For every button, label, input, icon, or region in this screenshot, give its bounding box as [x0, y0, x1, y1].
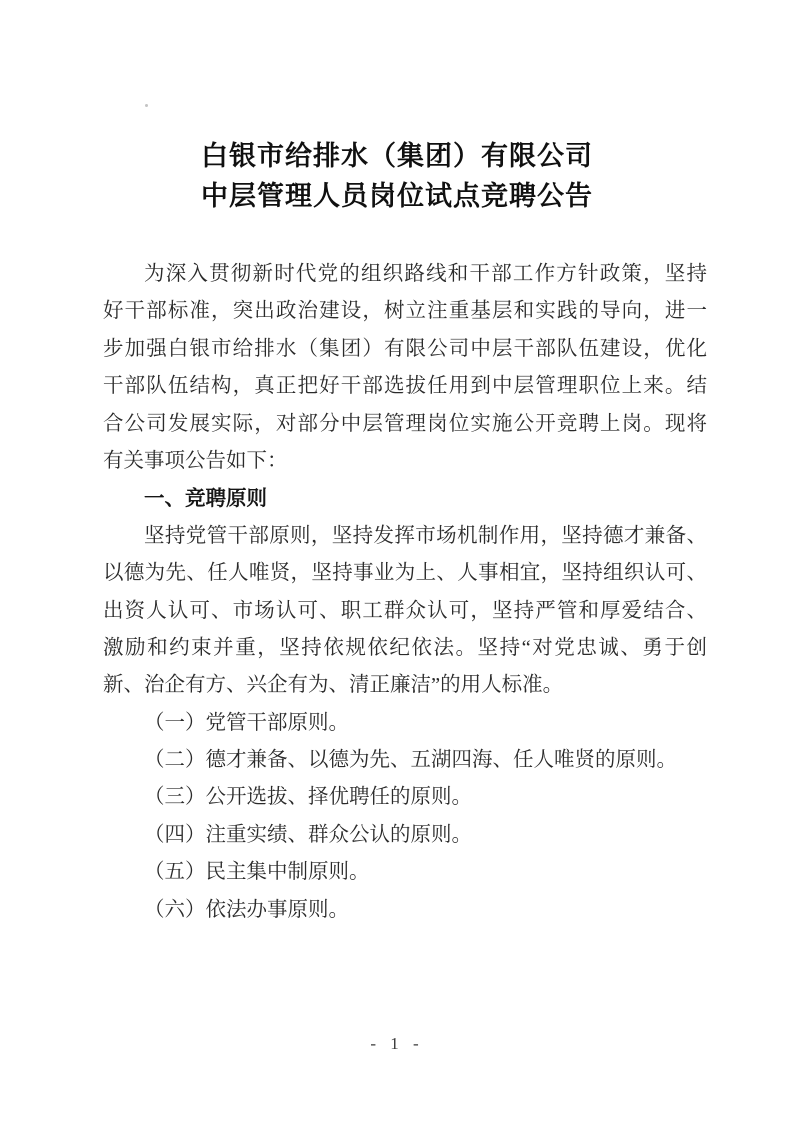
principle-item-4: （四）注重实绩、群众公认的原则。 [144, 823, 472, 846]
intro-line-4: 干部队伍结构，真正把好干部选拔任用到中层管理职位上来。结 [103, 375, 707, 398]
principle-item-3: （三）公开选拔、择优聘任的原则。 [144, 786, 472, 809]
title-line-1: 白银市给排水（集团）有限公司 [201, 141, 593, 171]
section1-body-line-1: 坚持党管干部原则，坚持发挥市场机制作用，坚持德才兼备、 [144, 524, 707, 547]
section1-body-line-4: 激励和约束并重，坚持依规依纪依法。坚持“对党忠诚、勇于创 [103, 636, 707, 659]
document-body [103, 256, 707, 929]
section1-heading: 一、竞聘原则 [144, 487, 267, 511]
principle-item-1: （一）党管干部原则。 [144, 711, 349, 734]
scan-artifact-speck [145, 104, 148, 107]
intro-line-2: 好干部标准，突出政治建设，树立注重基层和实践的导向，进一 [103, 300, 707, 323]
document-title [0, 136, 794, 216]
section1-body-line-2: 以德为先、任人唯贤，坚持事业为上、人事相宜，坚持组织认可、 [103, 562, 707, 585]
page-number: - 1 - [370, 1034, 424, 1053]
principle-item-6: （六）依法办事原则。 [144, 898, 349, 921]
intro-line-1: 为深入贯彻新时代党的组织路线和干部工作方针政策，坚持 [144, 263, 707, 285]
section1-body-line-5: 新、治企有方、兴企有为、清正廉洁”的用人标准。 [103, 674, 564, 697]
section1-body-line-3: 出资人认可、市场认可、职工群众认可，坚持严管和厚爱结合、 [103, 599, 707, 622]
intro-line-6: 有关事项公告如下： [103, 449, 288, 472]
title-line-2: 中层管理人员岗位试点竞聘公告 [201, 181, 593, 211]
intro-line-3: 步加强白银市给排水（集团）有限公司中层干部队伍建设，优化 [103, 337, 707, 360]
principle-item-2: （二）德才兼备、以德为先、五湖四海、任人唯贤的原则。 [144, 749, 677, 772]
intro-line-5: 合公司发展实际，对部分中层管理岗位实施公开竞聘上岗。现将 [103, 412, 707, 435]
principle-item-5: （五）民主集中制原则。 [144, 861, 370, 884]
